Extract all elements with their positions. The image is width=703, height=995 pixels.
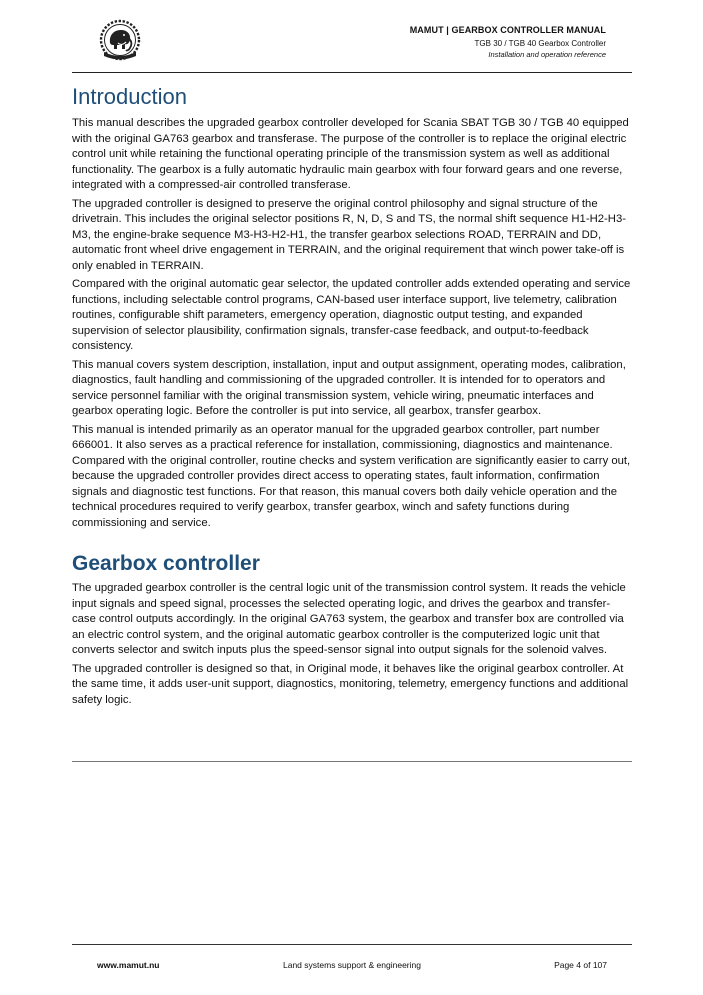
footer-divider: [72, 944, 632, 945]
page-header: [72, 0, 632, 73]
intro-paragraph-1: This manual describes the upgraded gearbox controller developed for Scania SBAT TGB 30 / TGB 40 equipped with the original GA763 gearbox and transferase. The purpose of the controller is to replace the original electric control unit while retaining the functional operating principle of the transmission system as well as additional functionality. The gearbox is a fully automatic hydraulic main gearbox with four forward gears and one reverse, integrated with a compressed-air controlled transferase.: [72, 117, 629, 191]
footer-tagline: Land systems support & engineering: [283, 960, 421, 970]
footer-website-link[interactable]: www.mamut.nu: [97, 960, 160, 970]
document-subtitle: TGB 30 / TGB 40 Gearbox Controller: [474, 39, 606, 48]
intro-paragraph-2: The upgraded controller is designed to preserve the original control philosophy and signal structure of the drivetrain. This includes the original selector positions R, N, D, S and TS, the normal shift sequence H1-H2-H3-M3, the engine-brake sequence M3-H3-H2-H1, the transfer gearbox selections ROAD, TERRAIN and DD, automatic front wheel drive engagement in TERRAIN, and the original requirement that winch power take-off is only enabled in TERRAIN.: [72, 197, 627, 272]
mamut-mammoth-logo-icon: [95, 18, 145, 62]
page-content: [72, 84, 632, 711]
document-title: MAMUT | GEARBOX CONTROLLER MANUAL: [409, 25, 606, 35]
intro-paragraph-4: This manual covers system description, installation, input and output assignment, operating modes, calibration, diagnostics, fault handling and commissioning of the upgraded controller. It is intended for to operators and service personnel familiar with the original transmission system, vehicle wiring, pneumatic interfaces and gearbox operating logic. Before the controller is put into service, all gearbox, transfer gearbox.: [72, 358, 626, 417]
gearbox-controller-heading: Gearbox controller: [72, 552, 260, 575]
section-divider: [72, 761, 632, 762]
gearbox-paragraph-1: The upgraded gearbox controller is the central logic unit of the transmission control system. It reads the vehicle input signals and speed signal, processes the selected operating logic, and drives the gearbox and transfer-case control outputs accordingly. In the original GA763 system, the gearbox and transfer box are controlled via an electric control system, and the original automatic gearbox controller is the computerized logic unit that converts selector and switch inputs plus the speed-sensor signal into output signals for the solenoid valves.: [72, 582, 626, 656]
document-subsubtitle: Installation and operation reference: [488, 50, 606, 59]
header-text-block: [410, 25, 606, 60]
intro-paragraph-5: This manual is intended primarily as an operator manual for the upgraded gearbox controller, part number 666001. It also serves as a practical reference for installation, commissioning, diagnostics and maintenance. Compared with the original controller, routine checks and system verification are significantly easier to carry out, because the upgraded controller provides direct access to operating states, fault information, confirmation signals and diagnostic test functions. For that reason, this manual covers both daily vehicle operation and the technical procedures required to verify gearbox, transfer gearbox, winch and safety functions during commissioning and service.: [72, 423, 631, 529]
gearbox-paragraph-2: The upgraded controller is designed so that, in Original mode, it behaves like the original gearbox controller. At the same time, it adds user-unit support, diagnostics, monitoring, telemetry, emergency functions and additional safety logic.: [72, 662, 629, 706]
intro-paragraph-3: Compared with the original automatic gear selector, the updated controller adds extended operating and service functions, including selectable control programs, CAN-based user interface support, live telemetry, calibration routines, configurable shift parameters, emergency operation, diagnostic output testing, and expanded supervision of selector plausibility, confirmation signals, transfer-case feedback, and output-to-feedback consistency.: [72, 278, 631, 352]
footer-page-number: Page 4 of 107: [554, 960, 607, 970]
introduction-heading: Introduction: [72, 84, 187, 109]
